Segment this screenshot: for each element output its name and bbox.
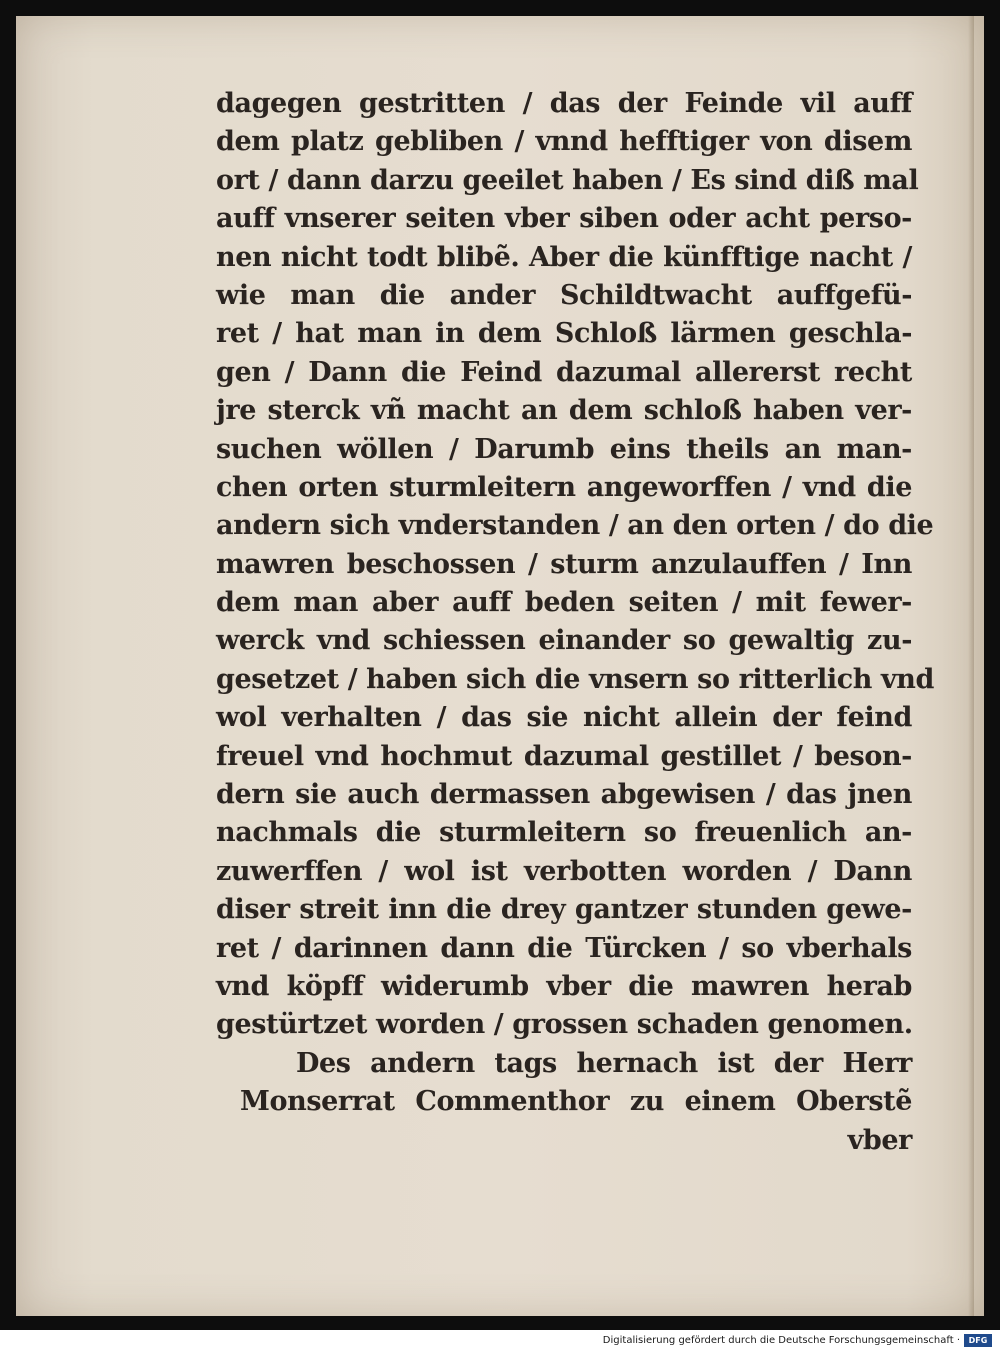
page-text-block: [216, 85, 934, 1160]
text-line: werck vnd schiessen einander so gewaltig zu-: [216, 625, 912, 657]
text-line: gestürtzet worden / grossen schaden genomen.: [216, 1009, 913, 1041]
text-line: vnd köpff widerumb vber die mawren herab: [216, 970, 912, 1002]
text-line: ret / darinnen dann die Türcken / so vberhals: [216, 932, 912, 964]
text-line: Monserrat Commenthor zu einem Oberstẽ: [240, 1086, 912, 1118]
footer-credit-bar: [0, 1330, 1000, 1351]
text-line: dern sie auch dermassen abgewisen / das jnen: [216, 779, 912, 811]
text-line: dem man aber auff beden seiten / mit fewer-: [216, 587, 912, 619]
text-line: jre sterck vñ macht an dem schloß haben ver-: [216, 395, 912, 427]
text-line: chen orten sturmleitern angeworffen / vnd die: [216, 471, 912, 503]
text-line: mawren beschossen / sturm anzulauffen / Inn: [216, 548, 912, 580]
text-line: Des andern tags hernach ist der Herr: [296, 1047, 912, 1079]
text-line: suchen wöllen / Darumb eins theils an man-: [216, 433, 912, 465]
catchword: vber: [847, 1124, 912, 1156]
text-line: freuel vnd hochmut dazumal gestillet / beson-: [216, 740, 912, 772]
text-line: gen / Dann die Feind dazumal allererst recht: [216, 356, 912, 388]
text-line: ort / dann darzu geeilet haben / Es sind diß mal: [216, 164, 919, 196]
text-line: wol verhalten / das sie nicht allein der feind: [216, 702, 912, 734]
page-edge: [968, 16, 974, 1316]
text-line: auff vnserer seiten vber siben oder acht perso-: [216, 203, 912, 235]
text-line: zuwerffen / wol ist verbotten worden / Dann: [216, 855, 912, 887]
dfg-logo: DFG: [964, 1334, 992, 1347]
text-line: diser streit inn die drey gantzer stunden gewe-: [216, 894, 912, 926]
digitization-credit: Digitalisierung gefördert durch die Deutsche Forschungsgemeinschaft ·: [602, 1335, 960, 1346]
text-line: wie man die ander Schildtwacht auffgefü-: [216, 279, 912, 311]
text-line: dagegen gestritten / das der Feinde vil auff: [216, 88, 912, 119]
text-line: nachmals die sturmleitern so freuenlich an-: [216, 817, 912, 849]
text-line: ret / hat man in dem Schloß lärmen geschla-: [216, 318, 912, 350]
text-line: gesetzet / haben sich die vnsern so ritterlich vnd: [216, 663, 934, 695]
text-line: nen nicht todt blibẽ. Aber die künfftige nacht /: [216, 241, 912, 273]
text-line: dem platz gebliben / vnnd hefftiger von disem: [216, 126, 912, 158]
text-line: andern sich vnderstanden / an den orten / do die: [216, 510, 934, 542]
